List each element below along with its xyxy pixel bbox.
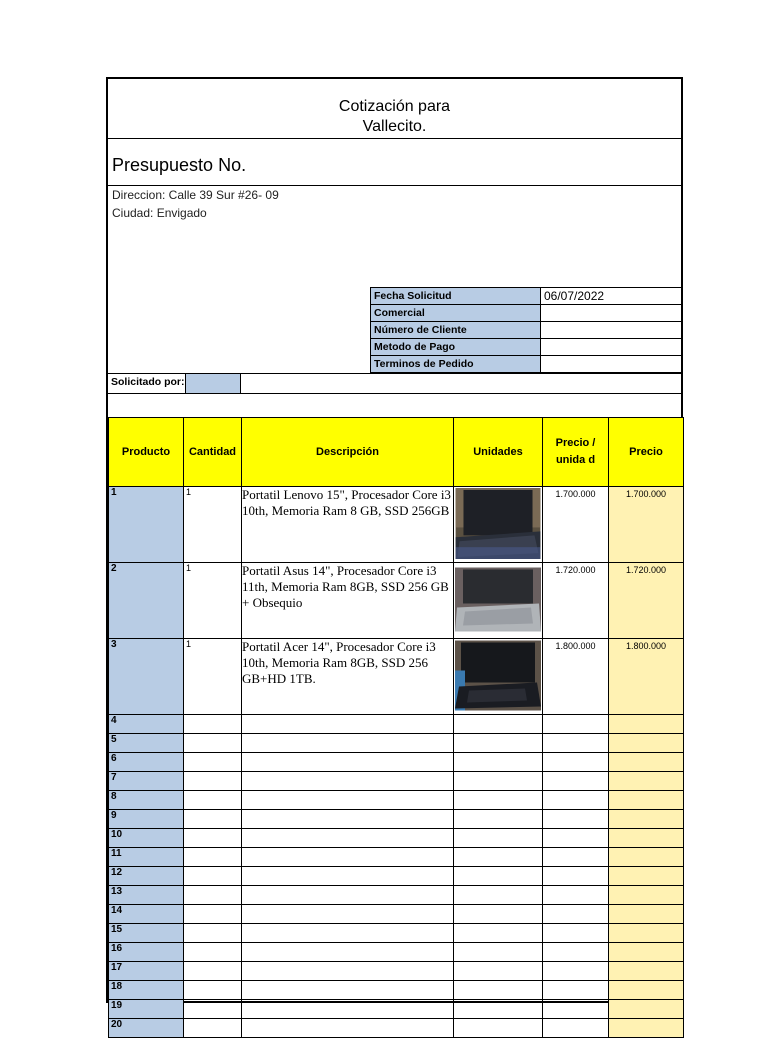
item-num: 19: [109, 1000, 184, 1019]
item-price[interactable]: [609, 981, 684, 1000]
item-qty[interactable]: [184, 772, 242, 791]
info-label: Metodo de Pago: [371, 339, 541, 356]
item-qty[interactable]: [184, 981, 242, 1000]
item-price[interactable]: 1.700.000: [609, 487, 684, 563]
item-price[interactable]: [609, 734, 684, 753]
item-photo: [454, 487, 543, 563]
item-desc[interactable]: Portatil Acer 14", Procesador Core i3 10th, Memoria Ram 8GB, SSD 256 GB+HD 1TB.: [242, 639, 454, 715]
item-desc[interactable]: [242, 848, 454, 867]
item-desc[interactable]: [242, 924, 454, 943]
item-num: 7: [109, 772, 184, 791]
item-photo[interactable]: [454, 810, 543, 829]
table-row: [109, 905, 684, 924]
table-row: [109, 1019, 684, 1038]
item-qty[interactable]: 1: [184, 639, 242, 715]
table-row: [109, 639, 684, 715]
info-label: Terminos de Pedido: [371, 356, 541, 373]
item-price[interactable]: [609, 1019, 684, 1038]
item-num: 11: [109, 848, 184, 867]
item-price[interactable]: [609, 848, 684, 867]
title-line-1: Cotización para: [338, 98, 451, 115]
item-unit-price[interactable]: [543, 772, 609, 791]
table-row: [109, 563, 684, 639]
item-num: 18: [109, 981, 184, 1000]
header-producto: Producto: [109, 418, 184, 487]
info-label: Comercial: [371, 305, 541, 322]
info-value[interactable]: [541, 322, 683, 339]
table-row: [109, 772, 684, 791]
header-unidades: Unidades: [454, 418, 543, 487]
quote-title: [108, 79, 681, 139]
item-desc[interactable]: [242, 753, 454, 772]
item-unit-price[interactable]: [543, 829, 609, 848]
item-unit-price[interactable]: [543, 867, 609, 886]
item-num: 2: [109, 563, 184, 639]
item-desc[interactable]: [242, 734, 454, 753]
item-unit-price[interactable]: [543, 905, 609, 924]
address-block: [108, 186, 681, 286]
table-row: [109, 829, 684, 848]
item-qty[interactable]: [184, 943, 242, 962]
item-unit-price[interactable]: [543, 943, 609, 962]
solicitado-label: Solicitado por:: [111, 376, 185, 388]
item-photo[interactable]: [454, 962, 543, 981]
solicitado-row: [108, 373, 681, 394]
header-cantidad: Cantidad: [184, 418, 242, 487]
item-price[interactable]: [609, 1000, 684, 1019]
item-qty[interactable]: [184, 753, 242, 772]
item-qty[interactable]: 1: [184, 563, 242, 639]
item-photo[interactable]: [454, 1019, 543, 1038]
item-photo[interactable]: [454, 905, 543, 924]
info-table: [370, 287, 683, 373]
table-row: [109, 924, 684, 943]
spacer-row: [108, 392, 681, 418]
item-price[interactable]: [609, 829, 684, 848]
item-qty[interactable]: [184, 829, 242, 848]
table-row: [109, 734, 684, 753]
presupuesto-label: Presupuesto No.: [108, 139, 681, 186]
item-desc[interactable]: [242, 981, 454, 1000]
item-num: 20: [109, 1019, 184, 1038]
item-price[interactable]: [609, 715, 684, 734]
item-qty[interactable]: [184, 810, 242, 829]
item-qty[interactable]: [184, 886, 242, 905]
item-desc[interactable]: [242, 1019, 454, 1038]
item-num: 3: [109, 639, 184, 715]
ciudad: Ciudad: Envigado: [112, 206, 207, 220]
item-unit-price[interactable]: [543, 810, 609, 829]
item-photo[interactable]: [454, 848, 543, 867]
item-num: 6: [109, 753, 184, 772]
item-unit-price[interactable]: [543, 753, 609, 772]
item-num: 10: [109, 829, 184, 848]
direccion: Direccion: Calle 39 Sur #26- 09: [112, 188, 279, 202]
item-unit-price[interactable]: [543, 1019, 609, 1038]
item-unit-price[interactable]: [543, 886, 609, 905]
header-precio: Precio: [609, 418, 684, 487]
item-desc[interactable]: [242, 829, 454, 848]
item-unit-price[interactable]: 1.720.000: [543, 563, 609, 639]
item-unit-price[interactable]: [543, 848, 609, 867]
table-row: [109, 848, 684, 867]
item-desc[interactable]: [242, 943, 454, 962]
item-unit-price[interactable]: [543, 924, 609, 943]
item-photo[interactable]: [454, 867, 543, 886]
item-desc[interactable]: [242, 886, 454, 905]
quote-sheet: [106, 77, 683, 1030]
item-qty[interactable]: [184, 905, 242, 924]
item-price[interactable]: 1.800.000: [609, 639, 684, 715]
item-desc[interactable]: [242, 715, 454, 734]
item-num: 8: [109, 791, 184, 810]
item-photo[interactable]: [454, 886, 543, 905]
item-unit-price[interactable]: [543, 734, 609, 753]
item-price[interactable]: [609, 886, 684, 905]
item-num: 14: [109, 905, 184, 924]
item-desc[interactable]: Portatil Lenovo 15", Procesador Core i3 10th, Memoria Ram 8 GB, SSD 256GB: [242, 487, 454, 563]
solicitado-cell[interactable]: [185, 374, 241, 393]
laptop-photo-icon: [455, 488, 541, 559]
item-num: 13: [109, 886, 184, 905]
title-line-2: Vallecito.: [362, 118, 427, 135]
laptop-photo-icon: [455, 564, 541, 635]
item-unit-price[interactable]: [543, 981, 609, 1000]
item-photo[interactable]: [454, 829, 543, 848]
item-desc[interactable]: [242, 905, 454, 924]
info-value[interactable]: [541, 339, 683, 356]
header-precio-unidad: [543, 418, 609, 487]
item-desc[interactable]: [242, 810, 454, 829]
item-num: 17: [109, 962, 184, 981]
empty-rows: [109, 715, 684, 1038]
info-value[interactable]: [541, 305, 683, 322]
item-photo: [454, 639, 543, 715]
item-qty[interactable]: 1: [184, 487, 242, 563]
info-value[interactable]: 06/07/2022: [541, 288, 683, 305]
products-table: [108, 417, 684, 1038]
item-num: 15: [109, 924, 184, 943]
item-photo[interactable]: [454, 715, 543, 734]
item-num: 9: [109, 810, 184, 829]
item-unit-price[interactable]: [543, 962, 609, 981]
item-qty[interactable]: [184, 848, 242, 867]
item-price[interactable]: 1.720.000: [609, 563, 684, 639]
item-desc[interactable]: [242, 867, 454, 886]
item-desc[interactable]: [242, 1000, 454, 1019]
item-num: 4: [109, 715, 184, 734]
item-num: 16: [109, 943, 184, 962]
item-photo[interactable]: [454, 924, 543, 943]
item-price[interactable]: [609, 753, 684, 772]
table-row: [109, 487, 684, 563]
info-value[interactable]: [541, 356, 683, 373]
item-price[interactable]: [609, 810, 684, 829]
item-desc[interactable]: [242, 772, 454, 791]
item-num: 5: [109, 734, 184, 753]
item-desc[interactable]: Portatil Asus 14", Procesador Core i3 11th, Memoria Ram 8GB, SSD 256 GB + Obsequio: [242, 563, 454, 639]
table-row: [109, 753, 684, 772]
item-qty[interactable]: [184, 715, 242, 734]
item-qty[interactable]: [184, 924, 242, 943]
item-desc[interactable]: [242, 962, 454, 981]
item-price[interactable]: [609, 905, 684, 924]
laptop-photo-icon: [455, 640, 541, 711]
table-row: [109, 810, 684, 829]
item-price[interactable]: [609, 924, 684, 943]
item-qty[interactable]: [184, 867, 242, 886]
item-unit-price[interactable]: 1.700.000: [543, 487, 609, 563]
item-qty[interactable]: [184, 962, 242, 981]
item-photo[interactable]: [454, 772, 543, 791]
precio-unidad-text: Precio / unida d: [555, 437, 596, 466]
item-unit-price[interactable]: [543, 791, 609, 810]
item-photo: [454, 563, 543, 639]
item-photo[interactable]: [454, 1000, 543, 1019]
info-label: Número de Cliente: [371, 322, 541, 339]
table-row: [109, 791, 684, 810]
table-row: [109, 943, 684, 962]
info-label: Fecha Solicitud: [371, 288, 541, 305]
item-unit-price[interactable]: [543, 1000, 609, 1019]
item-photo[interactable]: [454, 753, 543, 772]
table-row: [109, 981, 684, 1000]
table-row: [109, 1000, 684, 1019]
table-row: [109, 715, 684, 734]
header-descripcion: Descripción: [242, 418, 454, 487]
item-price[interactable]: [609, 791, 684, 810]
table-row: [109, 886, 684, 905]
item-unit-price[interactable]: 1.800.000: [543, 639, 609, 715]
item-num: 1: [109, 487, 184, 563]
item-photo[interactable]: [454, 981, 543, 1000]
table-header-row: [109, 418, 684, 487]
item-price[interactable]: [609, 962, 684, 981]
item-qty[interactable]: [184, 1019, 242, 1038]
item-price[interactable]: [609, 772, 684, 791]
item-photo[interactable]: [454, 734, 543, 753]
item-num: 12: [109, 867, 184, 886]
item-desc[interactable]: [242, 791, 454, 810]
item-photo[interactable]: [454, 791, 543, 810]
table-row: [109, 867, 684, 886]
item-price[interactable]: [609, 867, 684, 886]
item-unit-price[interactable]: [543, 715, 609, 734]
item-price[interactable]: [609, 943, 684, 962]
table-row: [109, 962, 684, 981]
item-qty[interactable]: [184, 791, 242, 810]
item-photo[interactable]: [454, 943, 543, 962]
item-qty[interactable]: [184, 734, 242, 753]
item-qty[interactable]: [184, 1000, 242, 1019]
